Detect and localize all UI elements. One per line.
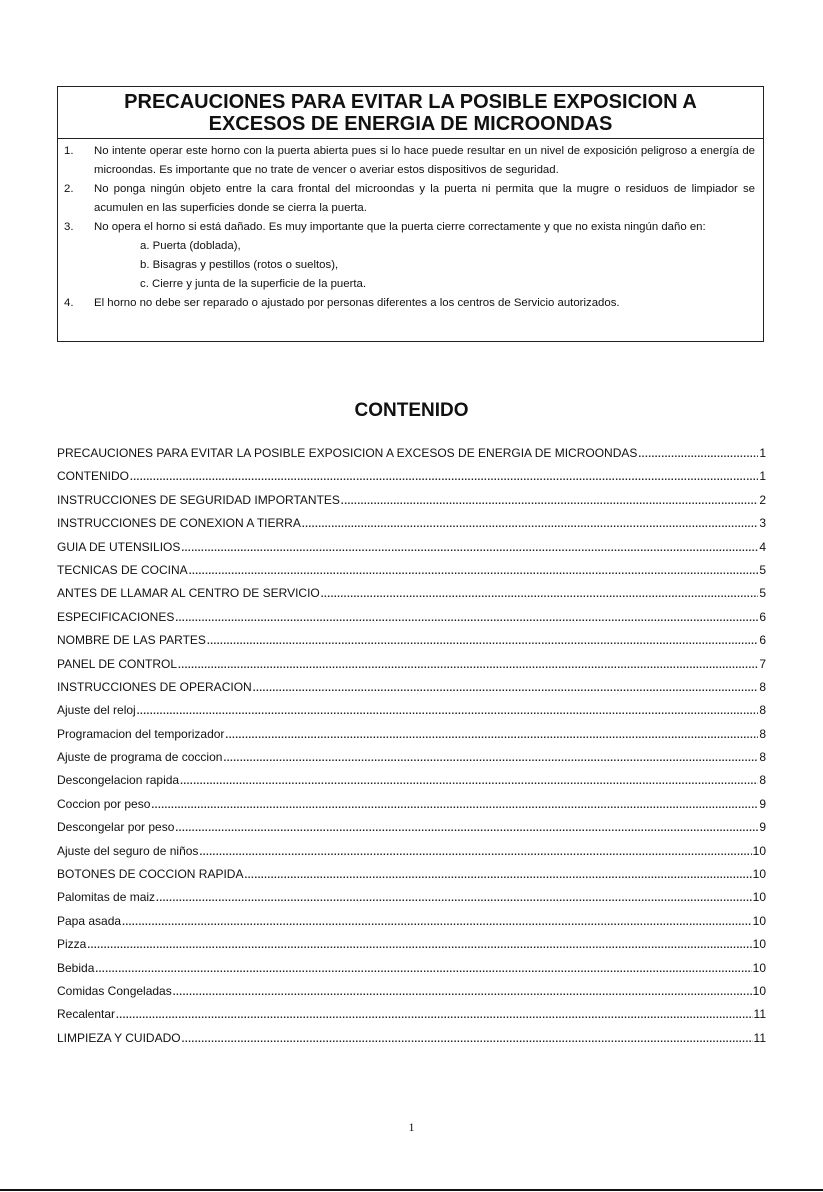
toc-entry[interactable] — [57, 750, 766, 773]
toc-entry[interactable] — [57, 680, 766, 703]
toc-entry-page: 2 — [759, 492, 766, 507]
toc-title: CONTENIDO — [354, 400, 469, 421]
toc-entry[interactable] — [57, 820, 766, 843]
toc-entry-page: 11 — [753, 1007, 766, 1022]
toc-entry-page: 9 — [759, 796, 766, 811]
toc-leader-dots — [302, 519, 758, 530]
toc-leader-dots — [175, 823, 758, 834]
toc-entry[interactable] — [57, 727, 766, 750]
toc-leader-dots — [199, 847, 751, 858]
warning-item-text: El horno no debe ser reparado o ajustado por personas diferentes a los centros de Servicio autorizados. — [94, 297, 620, 309]
toc-entry-label: CONTENIDO — [57, 469, 129, 484]
toc-entry-page: 1 — [759, 446, 766, 460]
toc-entry[interactable] — [57, 797, 766, 820]
toc-leader-dots — [253, 683, 759, 694]
warning-item-body — [94, 180, 755, 218]
toc-leader-dots — [638, 449, 758, 460]
toc-entry[interactable] — [57, 703, 766, 726]
toc-leader-dots — [321, 589, 759, 600]
warning-title-line1: PRECAUCIONES PARA EVITAR LA POSIBLE EXPOSICION A — [124, 91, 697, 113]
toc-entry-label: Programacion del temporizador — [57, 726, 225, 741]
warning-item-number: 3. — [64, 221, 74, 233]
warning-item-number: 1. — [64, 145, 74, 157]
toc-entry-page: 8 — [759, 679, 766, 694]
toc-entry-label: ANTES DE LLAMAR AL CENTRO DE SERVICIO — [57, 586, 320, 601]
warning-item — [64, 218, 755, 294]
toc-entry-page: 10 — [752, 913, 766, 928]
warning-item-body — [94, 294, 755, 313]
toc-entry-page: 8 — [759, 773, 766, 788]
toc-leader-dots — [180, 776, 758, 787]
toc-entry-label: Ajuste de programa de coccion — [57, 750, 223, 765]
toc-leader-dots — [178, 660, 758, 671]
toc-entry-label: Palomitas de maiz — [57, 890, 156, 905]
toc-entry-page: 5 — [759, 562, 766, 577]
toc-entry-page: 6 — [759, 609, 766, 624]
toc-entry-label: PRECAUCIONES PARA EVITAR LA POSIBLE EXPOSICION A EXCESOS DE ENERGIA DE MICROONDAS — [57, 446, 638, 460]
table-of-contents — [57, 446, 766, 1054]
toc-leader-dots — [116, 1010, 753, 1021]
toc-entry-page: 10 — [752, 983, 766, 998]
toc-entry-label: NOMBRE DE LAS PARTES — [57, 633, 206, 648]
toc-leader-dots — [181, 543, 758, 554]
toc-entry[interactable] — [57, 446, 766, 469]
toc-entry[interactable] — [57, 890, 766, 913]
bottom-rule — [0, 1189, 823, 1191]
toc-entry[interactable] — [57, 633, 766, 656]
warning-item-number: 4. — [64, 297, 74, 309]
toc-entry[interactable] — [57, 984, 766, 1007]
toc-entry-label: INSTRUCCIONES DE OPERACION — [57, 679, 252, 694]
toc-leader-dots — [137, 706, 759, 717]
toc-entry[interactable] — [57, 961, 766, 984]
toc-leader-dots — [151, 800, 758, 811]
toc-entry-label: Descongelar por peso — [57, 820, 175, 835]
toc-leader-dots — [341, 496, 758, 507]
toc-entry[interactable] — [57, 657, 766, 680]
toc-entry-label: BOTONES DE COCCION RAPIDA — [57, 867, 244, 882]
toc-entry[interactable] — [57, 493, 766, 516]
toc-entry-label: INSTRUCCIONES DE SEGURIDAD IMPORTANTES — [57, 492, 340, 507]
toc-entry-page: 10 — [752, 867, 766, 882]
toc-leader-dots — [225, 730, 758, 741]
toc-leader-dots — [87, 940, 751, 951]
warning-item-text: No opera el horno si está dañado. Es muy importante que la puerta cierre correctamente y que no exista ningún daño en: — [94, 221, 706, 233]
toc-entry-page: 4 — [759, 539, 766, 554]
warning-item-number: 2. — [64, 183, 74, 195]
toc-entry[interactable] — [57, 540, 766, 563]
toc-entry-label: Comidas Congeladas — [57, 983, 172, 998]
toc-entry-page: 1 — [759, 469, 766, 484]
toc-entry[interactable] — [57, 937, 766, 960]
warning-item — [64, 142, 755, 180]
toc-leader-dots — [122, 917, 752, 928]
toc-leader-dots — [95, 964, 751, 975]
toc-entry[interactable] — [57, 844, 766, 867]
warning-item — [64, 180, 755, 218]
toc-entry-label: Recalentar — [57, 1007, 116, 1022]
toc-entry-label: LIMPIEZA Y CUIDADO — [57, 1030, 181, 1045]
toc-leader-dots — [173, 987, 752, 998]
toc-leader-dots — [156, 893, 752, 904]
toc-entry-page: 11 — [753, 1030, 766, 1045]
warning-item-text: No intente operar este horno con la puerta abierta pues si lo hace puede resultar en un nivel de exposición peligroso a energía de microondas. Es importante que no trate de vencer o averiar estos dispositivos de seguridad. — [94, 145, 755, 176]
toc-entry-label: Pizza — [57, 937, 87, 952]
warning-subitem: c. Cierre y junta de la superficie de la puerta. — [140, 278, 367, 290]
toc-entry[interactable] — [57, 914, 766, 937]
warning-item — [64, 294, 755, 313]
toc-entry-page: 7 — [759, 656, 766, 671]
warning-item-body — [94, 142, 755, 180]
toc-entry-page: 10 — [752, 960, 766, 975]
toc-entry[interactable] — [57, 469, 766, 492]
toc-entry[interactable] — [57, 773, 766, 796]
toc-leader-dots — [182, 1034, 753, 1045]
toc-leader-dots — [130, 472, 758, 483]
toc-entry-label: Descongelacion rapida — [57, 773, 180, 788]
toc-entry-page: 8 — [759, 703, 766, 718]
toc-entry[interactable] — [57, 1031, 766, 1054]
toc-entry-label: PANEL DE CONTROL — [57, 656, 178, 671]
toc-entry-label: GUIA DE UTENSILIOS — [57, 539, 181, 554]
warning-box — [57, 86, 764, 342]
warning-list — [58, 139, 763, 313]
toc-entry-page: 8 — [759, 750, 766, 765]
warning-item-text: No ponga ningún objeto entre la cara frontal del microondas y la puerta ni permita que la mugre o residuos de limpiador se acumulen en las superficies donde se cierra la puerta. — [94, 183, 755, 214]
toc-entry-page: 3 — [759, 516, 766, 531]
toc-leader-dots — [175, 613, 758, 624]
toc-entry[interactable] — [57, 610, 766, 633]
toc-entry-page: 10 — [752, 890, 766, 905]
toc-entry-label: ESPECIFICACIONES — [57, 609, 175, 624]
warning-title — [58, 87, 763, 139]
toc-entry[interactable] — [57, 563, 766, 586]
toc-entry[interactable] — [57, 1007, 766, 1030]
page-number: 1 — [408, 1120, 415, 1134]
toc-entry-label: Papa asada — [57, 913, 122, 928]
toc-entry-label: Bebida — [57, 960, 95, 975]
toc-entry-label: INSTRUCCIONES DE CONEXION A TIERRA — [57, 516, 301, 531]
toc-entry-label: Ajuste del seguro de niños — [57, 843, 199, 858]
toc-entry-page: 10 — [752, 843, 766, 858]
toc-entry[interactable] — [57, 516, 766, 539]
toc-leader-dots — [244, 870, 751, 881]
toc-entry-page: 6 — [759, 633, 766, 648]
toc-entry-page: 8 — [759, 726, 766, 741]
toc-entry[interactable] — [57, 586, 766, 609]
warning-subitem: b. Bisagras y pestillos (rotos o sueltos), — [140, 259, 339, 271]
toc-entry-page: 10 — [752, 937, 766, 952]
toc-leader-dots — [189, 566, 759, 577]
toc-leader-dots — [207, 636, 758, 647]
toc-entry-label: Coccion por peso — [57, 796, 151, 811]
toc-entry[interactable] — [57, 867, 766, 890]
toc-leader-dots — [223, 753, 758, 764]
warning-item-body — [94, 218, 755, 294]
warning-title-line2: EXCESOS DE ENERGIA DE MICROONDAS — [208, 113, 613, 135]
toc-entry-label: TECNICAS DE COCINA — [57, 562, 188, 577]
toc-entry-page: 9 — [759, 820, 766, 835]
toc-entry-label: Ajuste del reloj — [57, 703, 136, 718]
warning-subitem: a. Puerta (doblada), — [140, 240, 241, 252]
toc-entry-page: 5 — [759, 586, 766, 601]
